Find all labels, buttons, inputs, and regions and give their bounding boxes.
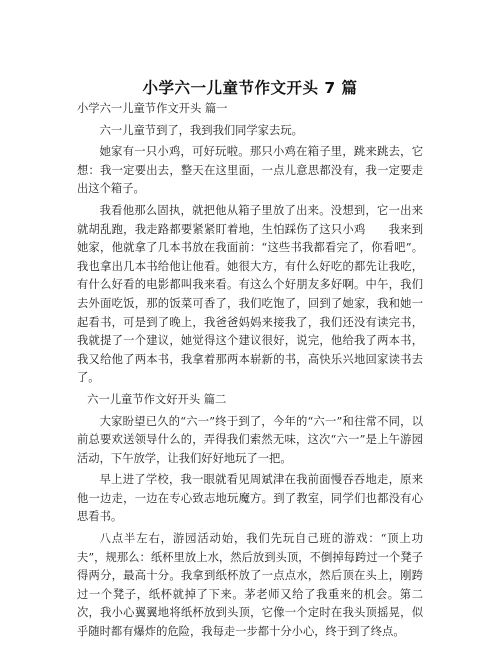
paragraph: 大家盼望已久的“六一”终于到了，今年的“六一”和往常不同，以前总要欢送领导什么的，弄得我们索然无味，这次“六一”是上午游园活动，下午放学，让我们好好地玩了一把。 <box>77 414 423 465</box>
document-title: 小学六一儿童节作文开头 7 篇 <box>142 79 358 97</box>
section-heading: 六一儿童节作文好开头 篇二 <box>87 392 227 406</box>
paragraph: 她家有一只小鸡，可好玩啦。那只小鸡在箱子里，跳来跳去，它想：我一定要出去，整天在这里面，一点儿意思都没有，我一定要走出这个箱子。 <box>77 145 423 196</box>
paragraph: 我看他那么固执，就把他从箱子里放了出来。没想到，它一出来就胡乱跑，我走路都要紧紧盯着地，生怕踩伤了这只小鸡 我来到她家，他就拿了几本书放在我面前：“这些书我都看完了，你看吧”。我也拿出几本书给他让他看。她很大方，有什么好吃的都先让我吃，有什么好看的电影都叫我来看。有这么个好朋友多好啊。中午，我们去外面吃饭，那的饭菜可香了，我们吃饱了，回到了她家，我和她一起看书，可是到了晚上，我爸爸妈妈来接我了，我们还没有读完书，我就提了一个建议，她觉得这个建议很好，说完，他给我了两本书，我又给他了两本书，我拿着那两本崭新的书，高快乐兴地回家读书去了。 <box>77 203 423 385</box>
document-body <box>77 100 423 645</box>
paragraph: 八点半左右，游园活动始，我们先玩自己班的游戏：“顶上功夫”，规那么：纸杯里放上水，然后放到头顶，不倒掉每跨过一个凳子得两分，最高十分。我拿到纸杯放了一点点水，然后顶在头上，刚跨过一个凳子，纸杯就掉了下来。茅老师又给了我重来的机会。第二次，我小心翼翼地将纸杯放到头顶，它像一个定时在我头顶摇晃，似乎随时都有爆炸的危险，我每走一步都十分小心，终于到了终点。 <box>77 532 423 639</box>
paragraph: 六一儿童节到了，我到我们同学家去玩。 <box>99 123 303 137</box>
section-heading: 小学六一儿童节作文开头 篇一 <box>77 102 228 115</box>
paragraph: 早上进了学校，我一眼就看见周斌津在我前面慢吞吞地走，原来他一边走，一边在专心致志地玩魔方。到了教室，同学们也都没有心思看书。 <box>77 473 423 524</box>
